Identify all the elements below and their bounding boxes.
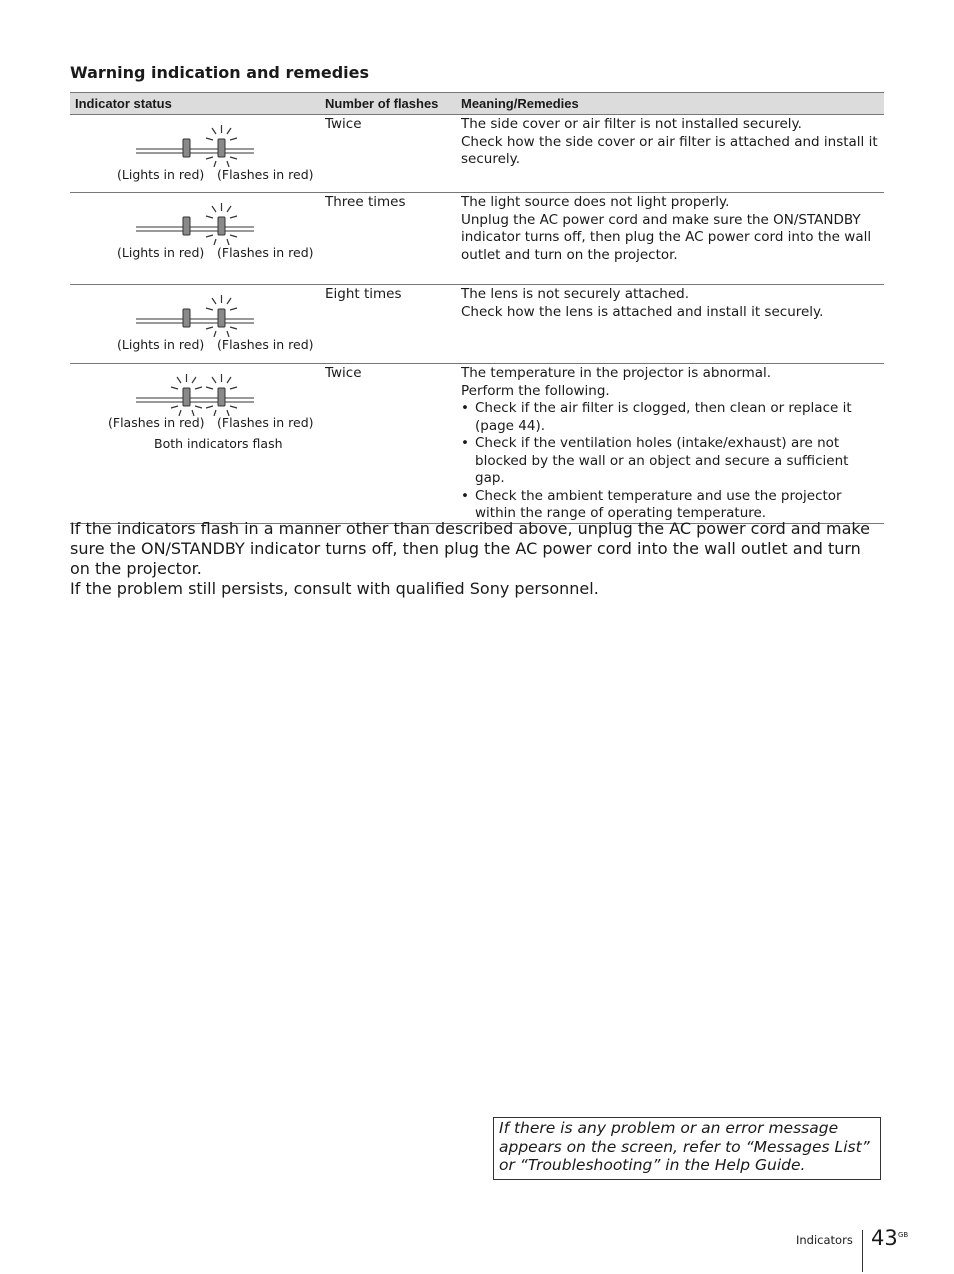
table-row	[70, 193, 884, 285]
header-number-of-flashes: Number of flashes	[320, 93, 456, 115]
led-lit-flashing-icon	[136, 295, 256, 337]
caption-left: (Lights in red)	[117, 337, 205, 352]
remedy-cell	[456, 115, 884, 193]
list-item: • Check if the ventilation holes (intake/exhaust) are not blocked by the wall or an object and secure a sufficient gap.	[461, 435, 879, 488]
remedy-text: Check how the side cover or air filter is attached and install it securely.	[461, 133, 878, 167]
meaning-text: The light source does not light properly.	[461, 194, 730, 210]
table-row	[70, 115, 884, 193]
remedy-text: Unplug the AC power cord and make sure the ON/STANDBY indicator turns off, then plug the AC power cord into the wall outlet and turn on the projector.	[461, 211, 872, 263]
header-indicator-status: Indicator status	[70, 93, 320, 115]
list-item: • Check the ambient temperature and use the projector within the range of operating temperature.	[461, 488, 879, 523]
meaning-text: The temperature in the projector is abnormal.	[461, 365, 772, 381]
indicator-status-cell	[70, 115, 320, 193]
footer-section-name: Indicators	[796, 1233, 853, 1247]
meaning-text: The lens is not securely attached.	[461, 286, 689, 302]
notes-block	[70, 519, 884, 599]
remedy-text: Check how the lens is attached and install it securely.	[461, 303, 824, 320]
table-row	[70, 285, 884, 364]
flashes-cell: Twice	[320, 115, 456, 193]
remedy-cell	[456, 193, 884, 285]
indicator-status-cell	[70, 193, 320, 285]
note-paragraph: If the problem still persists, consult with qualified Sony personnel.	[70, 579, 599, 598]
led-both-flashing-icon	[136, 374, 256, 416]
indicator-status-cell	[70, 364, 320, 524]
caption-left: (Lights in red)	[117, 167, 205, 182]
section-heading: Warning indication and remedies	[70, 63, 370, 82]
page-number: 43	[871, 1226, 898, 1250]
flashes-cell: Three times	[320, 193, 456, 285]
indicator-status-cell	[70, 285, 320, 364]
caption-right: (Flashes in red)	[217, 245, 314, 260]
led-lit-flashing-icon	[136, 203, 256, 245]
caption-left: (Lights in red)	[117, 245, 205, 260]
led-lit-flashing-icon	[136, 125, 256, 167]
table-header-row	[70, 93, 884, 115]
header-meaning-remedies: Meaning/Remedies	[456, 93, 884, 115]
note-paragraph: If the indicators flash in a manner other than described above, unplug the AC power cord and make sure the ON/STANDBY indicator turns off, then plug the AC power cord into the wall outlet and turn on the projector.	[70, 519, 870, 578]
flashes-cell: Twice	[320, 364, 456, 524]
table-row	[70, 364, 884, 524]
footer-divider	[862, 1230, 863, 1272]
caption-both: Both indicators flash	[154, 436, 283, 451]
flashes-cell: Eight times	[320, 285, 456, 364]
caption-left: (Flashes in red)	[108, 415, 205, 430]
warning-table	[70, 92, 884, 524]
caption-right: (Flashes in red)	[217, 167, 314, 182]
remedy-cell	[456, 285, 884, 364]
page-region-suffix: GB	[898, 1231, 909, 1239]
caption-right: (Flashes in red)	[217, 337, 314, 352]
list-item: • Check if the air filter is clogged, then clean or replace it (page 44).	[461, 400, 879, 435]
meaning-text: The side cover or air filter is not installed securely.	[461, 116, 802, 132]
remedy-cell	[456, 364, 884, 524]
remedy-bullet-list	[461, 400, 879, 523]
help-guide-box: If there is any problem or an error message appears on the screen, refer to “Messages List” or “Troubleshooting” in the Help Guide.	[493, 1117, 881, 1180]
remedy-text: Perform the following.	[461, 382, 610, 399]
caption-right: (Flashes in red)	[217, 415, 314, 430]
